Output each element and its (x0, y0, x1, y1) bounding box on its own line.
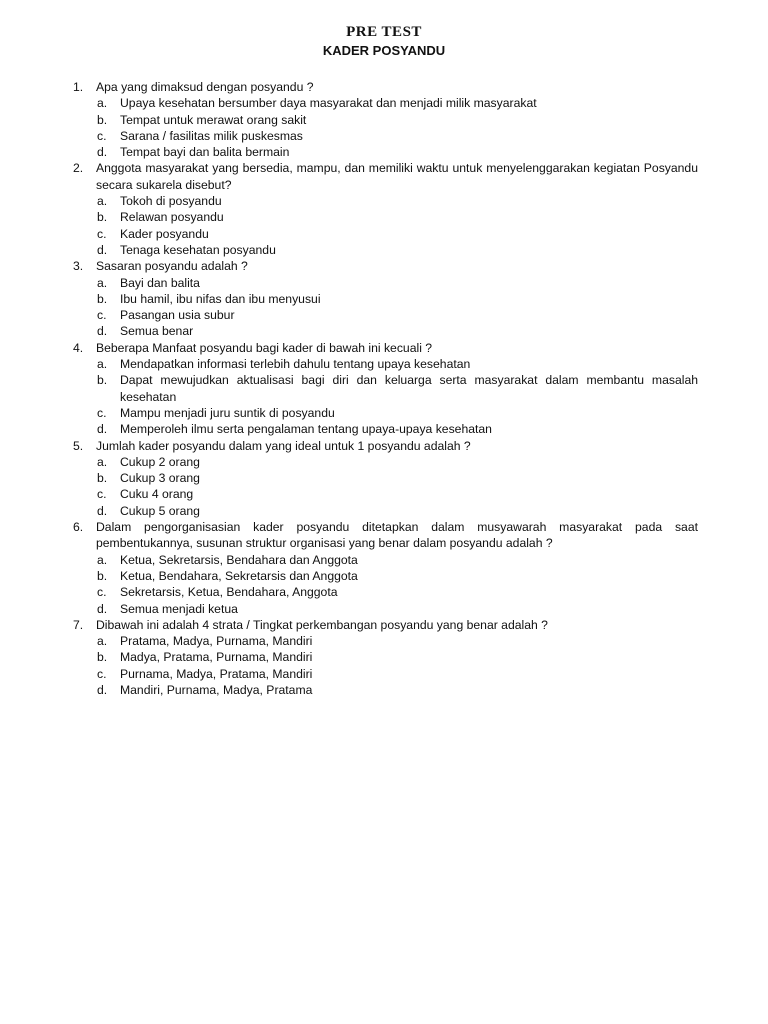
option-letter: b. (97, 650, 108, 665)
answer-option (0, 421, 768, 437)
question-text: Anggota masyarakat yang bersedia, mampu, dan memiliki waktu untuk menyelenggarakan kegiatan Posyandu secara sukarela disebut? (96, 161, 698, 192)
question-text: Beberapa Manfaat posyandu bagi kader di bawah ini kecuali ? (96, 340, 433, 355)
option-letter: b. (97, 373, 108, 388)
option-letter: b. (97, 291, 108, 306)
option-letter: d. (97, 601, 108, 616)
option-letter: b. (97, 471, 108, 486)
option-letter: a. (97, 194, 108, 209)
question-text: Dalam pengorganisasian kader posyandu ditetapkan dalam musyawarah masyarakat pada saat pembentukannya, susunan struktur organisasi yang benar dalam posyandu adalah ? (96, 520, 698, 551)
option-letter: a. (97, 275, 108, 290)
answer-option (0, 242, 768, 258)
question-item (0, 258, 768, 339)
option-text: Madya, Pratama, Purnama, Mandiri (120, 650, 313, 665)
answer-option (0, 144, 768, 160)
option-text: Pasangan usia subur (120, 308, 235, 323)
option-letter: b. (97, 210, 108, 225)
question-item (0, 519, 768, 617)
answer-option (0, 128, 768, 144)
answer-option (0, 633, 768, 649)
option-text: Relawan posyandu (120, 210, 224, 225)
question-row (0, 617, 768, 633)
question-row (0, 438, 768, 454)
answer-option (0, 486, 768, 502)
option-letter: d. (97, 422, 108, 437)
option-letter: a. (97, 357, 108, 372)
option-text: Purnama, Madya, Pratama, Mandiri (120, 666, 313, 681)
answer-option (0, 666, 768, 682)
answer-option (0, 193, 768, 209)
option-text: Ibu hamil, ibu nifas dan ibu menyusui (120, 291, 321, 306)
question-number: 5. (73, 438, 84, 453)
option-text: Pratama, Madya, Purnama, Mandiri (120, 634, 313, 649)
option-text: Bayi dan balita (120, 275, 200, 290)
option-letter: c. (97, 405, 107, 420)
option-text: Cukup 3 orang (120, 471, 200, 486)
option-text: Ketua, Bendahara, Sekretarsis dan Anggota (120, 568, 358, 583)
question-number: 4. (73, 340, 84, 355)
option-letter: c. (97, 226, 107, 241)
option-text: Cukup 5 orang (120, 503, 200, 518)
answer-option (0, 356, 768, 372)
answer-option (0, 307, 768, 323)
option-letter: c. (97, 666, 107, 681)
answer-option (0, 291, 768, 307)
option-letter: c. (97, 128, 107, 143)
question-row (0, 519, 768, 552)
option-text: Mampu menjadi juru suntik di posyandu (120, 405, 335, 420)
option-letter: a. (97, 454, 108, 469)
option-text: Tokoh di posyandu (120, 194, 222, 209)
option-letter: d. (97, 242, 108, 257)
answer-option (0, 682, 768, 698)
option-letter: a. (97, 552, 108, 567)
option-letter: a. (97, 634, 108, 649)
question-item (0, 340, 768, 438)
question-number: 2. (73, 161, 84, 176)
question-text: Apa yang dimaksud dengan posyandu ? (96, 80, 314, 94)
question-text: Sasaran posyandu adalah ? (96, 259, 248, 274)
answer-option (0, 112, 768, 128)
question-item (0, 79, 768, 160)
answer-option (0, 372, 768, 405)
answer-option (0, 470, 768, 486)
document-title: PRE TEST (346, 24, 422, 40)
option-text: Ketua, Sekretarsis, Bendahara dan Anggota (120, 552, 358, 567)
answer-option (0, 226, 768, 242)
answer-option (0, 323, 768, 339)
question-number: 1. (73, 80, 84, 94)
option-text: Cukup 2 orang (120, 454, 200, 469)
option-letter: d. (97, 503, 108, 518)
option-text: Semua benar (120, 324, 194, 339)
answer-option (0, 503, 768, 519)
question-item (0, 617, 768, 698)
answer-option (0, 95, 768, 111)
option-text: Sarana / fasilitas milik puskesmas (120, 128, 303, 143)
question-row (0, 340, 768, 356)
question-number: 6. (73, 520, 84, 535)
answer-option (0, 649, 768, 665)
question-number: 3. (73, 259, 84, 274)
option-letter: a. (97, 96, 108, 111)
question-row (0, 258, 768, 274)
option-letter: d. (97, 324, 108, 339)
answer-option (0, 405, 768, 421)
option-letter: b. (97, 112, 108, 127)
option-text: Semua menjadi ketua (120, 601, 238, 616)
option-text: Kader posyandu (120, 226, 209, 241)
question-item (0, 160, 768, 258)
question-text: Dibawah ini adalah 4 strata / Tingkat perkembangan posyandu yang benar adalah ? (96, 617, 548, 632)
question-item (0, 438, 768, 519)
document-subtitle: KADER POSYANDU (322, 43, 446, 58)
option-letter: c. (97, 585, 107, 600)
option-letter: c. (97, 487, 107, 502)
answer-option (0, 584, 768, 600)
question-row (0, 79, 768, 95)
option-text: Dapat mewujudkan aktualisasi bagi diri dan keluarga serta masyarakat dalam membantu masalah kesehatan (120, 373, 698, 404)
answer-option (0, 601, 768, 617)
option-text: Upaya kesehatan bersumber daya masyarakat dan menjadi milik masyarakat (120, 96, 537, 111)
option-text: Tempat untuk merawat orang sakit (120, 112, 307, 127)
option-letter: b. (97, 568, 108, 583)
answer-option (0, 275, 768, 291)
answer-option (0, 568, 768, 584)
answer-option (0, 209, 768, 225)
question-number: 7. (73, 617, 84, 632)
option-text: Memperoleh ilmu serta pengalaman tentang upaya-upaya kesehatan (120, 422, 492, 437)
option-text: Tempat bayi dan balita bermain (120, 145, 290, 160)
option-text: Cuku 4 orang (120, 487, 194, 502)
question-text: Jumlah kader posyandu dalam yang ideal untuk 1 posyandu adalah ? (96, 438, 471, 453)
option-letter: d. (97, 145, 108, 160)
question-list (0, 79, 768, 698)
option-letter: c. (97, 308, 107, 323)
answer-option (0, 552, 768, 568)
option-letter: d. (97, 682, 108, 697)
option-text: Tenaga kesehatan posyandu (120, 242, 276, 257)
answer-option (0, 454, 768, 470)
option-text: Sekretarsis, Ketua, Bendahara, Anggota (120, 585, 338, 600)
question-row (0, 160, 768, 193)
option-text: Mandiri, Purnama, Madya, Pratama (120, 682, 313, 697)
option-text: Mendapatkan informasi terlebih dahulu tentang upaya kesehatan (120, 357, 471, 372)
